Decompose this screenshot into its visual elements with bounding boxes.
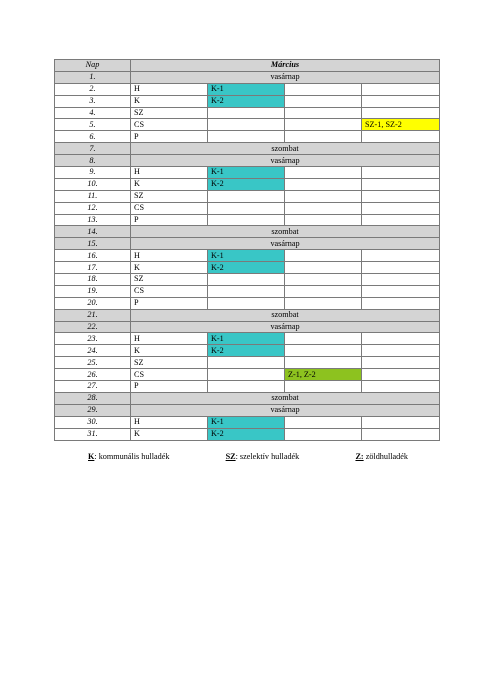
month-header: Március [131,60,440,72]
table-row [55,83,440,95]
weekday-cell: H [131,83,208,95]
kommunalis-cell [208,131,285,143]
szelektiv-cell [362,369,440,381]
kommunalis-cell [208,190,285,202]
zold-cell [285,95,362,107]
weekday-cell: H [131,250,208,262]
zold-cell [285,297,362,309]
day-number-cell: 5. [55,119,131,131]
kommunalis-cell [208,297,285,309]
kommunalis-cell: K-2 [208,428,285,440]
legend-text: zöldhulladék [363,452,408,461]
table-row [55,333,440,345]
legend-key: K [88,452,95,461]
day-number-cell: 16. [55,250,131,262]
day-number-cell: 10. [55,178,131,190]
weekday-cell: CS [131,285,208,297]
table-row [55,250,440,262]
table-row [55,345,440,357]
kommunalis-cell: K-1 [208,250,285,262]
zold-cell [285,119,362,131]
day-number-cell: 9. [55,167,131,179]
zold-cell [285,178,362,190]
day-number-cell: 13. [55,214,131,226]
szelektiv-cell: SZ-1, SZ-2 [362,119,440,131]
szelektiv-cell [362,381,440,393]
weekday-cell: CS [131,119,208,131]
szelektiv-cell [362,202,440,214]
table-row [55,143,440,155]
table-header-row [55,60,440,72]
day-number-cell: 21. [55,309,131,321]
zold-cell [285,262,362,274]
weekday-cell: CS [131,202,208,214]
weekend-label-cell: szombat [131,309,440,321]
day-number-cell: 11. [55,190,131,202]
szelektiv-cell [362,83,440,95]
table-row [55,107,440,119]
weekday-cell: SZ [131,190,208,202]
day-number-cell: 30. [55,416,131,428]
day-number-cell: 17. [55,262,131,274]
weekday-cell: P [131,381,208,393]
szelektiv-cell [362,428,440,440]
zold-cell [285,107,362,119]
day-number-cell: 2. [55,83,131,95]
table-row [55,119,440,131]
weekend-label-cell: vasárnap [131,321,440,333]
legend-item [88,452,169,461]
szelektiv-cell [362,297,440,309]
day-number-cell: 6. [55,131,131,143]
weekend-label-cell: vasárnap [131,404,440,416]
kommunalis-cell [208,119,285,131]
table-row [55,392,440,404]
table-row [55,190,440,202]
zold-cell [285,250,362,262]
zold-cell [285,285,362,297]
zold-cell [285,190,362,202]
day-number-cell: 24. [55,345,131,357]
legend [88,452,408,461]
table-row [55,285,440,297]
zold-cell [285,345,362,357]
szelektiv-cell [362,107,440,119]
weekend-label-cell: vasárnap [131,238,440,250]
kommunalis-cell [208,107,285,119]
zold-cell: Z-1, Z-2 [285,369,362,381]
kommunalis-cell: K-1 [208,167,285,179]
table-row [55,381,440,393]
table-row [55,369,440,381]
table-row [55,71,440,83]
szelektiv-cell [362,262,440,274]
weekday-cell: K [131,178,208,190]
table-row [55,131,440,143]
szelektiv-cell [362,274,440,286]
table-row [55,202,440,214]
zold-cell [285,202,362,214]
day-number-cell: 4. [55,107,131,119]
szelektiv-cell [362,333,440,345]
table-row [55,214,440,226]
day-number-cell: 29. [55,404,131,416]
weekday-cell: CS [131,369,208,381]
szelektiv-cell [362,95,440,107]
weekday-cell: H [131,416,208,428]
zold-cell [285,131,362,143]
szelektiv-cell [362,178,440,190]
kommunalis-cell: K-2 [208,95,285,107]
szelektiv-cell [362,416,440,428]
weekend-label-cell: szombat [131,226,440,238]
zold-cell [285,428,362,440]
legend-key: SZ [225,452,236,461]
zold-cell [285,214,362,226]
table-row [55,357,440,369]
weekday-cell: P [131,131,208,143]
weekend-label-cell: szombat [131,392,440,404]
kommunalis-cell [208,214,285,226]
table-row [55,167,440,179]
table-row [55,226,440,238]
weekday-cell: K [131,95,208,107]
day-number-cell: 31. [55,428,131,440]
collection-schedule-table [54,59,440,441]
table-row [55,274,440,286]
szelektiv-cell [362,357,440,369]
day-number-cell: 7. [55,143,131,155]
kommunalis-cell: K-2 [208,345,285,357]
day-number-cell: 28. [55,392,131,404]
szelektiv-cell [362,214,440,226]
kommunalis-cell: K-2 [208,262,285,274]
day-number-cell: 20. [55,297,131,309]
day-number-cell: 3. [55,95,131,107]
legend-text: : szelektív hulladék [235,452,300,461]
kommunalis-cell: K-1 [208,333,285,345]
weekday-cell: SZ [131,107,208,119]
day-number-cell: 22. [55,321,131,333]
legend-item [226,452,300,461]
day-number-cell: 14. [55,226,131,238]
day-number-cell: 27. [55,381,131,393]
day-number-cell: 12. [55,202,131,214]
day-number-cell: 26. [55,369,131,381]
zold-cell [285,167,362,179]
szelektiv-cell [362,345,440,357]
kommunalis-cell: K-1 [208,83,285,95]
weekday-cell: H [131,167,208,179]
szelektiv-cell [362,131,440,143]
kommunalis-cell [208,202,285,214]
zold-cell [285,274,362,286]
weekend-label-cell: vasárnap [131,155,440,167]
zold-cell [285,333,362,345]
weekend-label-cell: vasárnap [131,71,440,83]
day-number-cell: 15. [55,238,131,250]
table-row [55,178,440,190]
szelektiv-cell [362,250,440,262]
table-row [55,321,440,333]
weekday-cell: P [131,297,208,309]
weekday-cell: SZ [131,357,208,369]
day-number-cell: 18. [55,274,131,286]
day-column-header: Nap [55,60,131,72]
table-row [55,297,440,309]
day-number-cell: 25. [55,357,131,369]
legend-key: Z: [355,452,364,461]
szelektiv-cell [362,285,440,297]
zold-cell [285,83,362,95]
table-row [55,404,440,416]
szelektiv-cell [362,167,440,179]
table-row [55,416,440,428]
kommunalis-cell [208,285,285,297]
day-number-cell: 1. [55,71,131,83]
zold-cell [285,357,362,369]
table-row [55,262,440,274]
table-row [55,238,440,250]
table-row [55,155,440,167]
zold-cell [285,416,362,428]
kommunalis-cell [208,369,285,381]
weekend-label-cell: szombat [131,143,440,155]
kommunalis-cell [208,357,285,369]
weekday-cell: K [131,428,208,440]
day-number-cell: 19. [55,285,131,297]
legend-text: : kommunális hulladék [94,452,170,461]
kommunalis-cell [208,274,285,286]
day-number-cell: 23. [55,333,131,345]
weekday-cell: H [131,333,208,345]
kommunalis-cell [208,381,285,393]
weekday-cell: K [131,262,208,274]
zold-cell [285,381,362,393]
weekday-cell: SZ [131,274,208,286]
table-row [55,428,440,440]
szelektiv-cell [362,190,440,202]
legend-item [355,452,408,461]
table-row [55,95,440,107]
kommunalis-cell: K-1 [208,416,285,428]
kommunalis-cell: K-2 [208,178,285,190]
table-row [55,309,440,321]
weekday-cell: P [131,214,208,226]
day-number-cell: 8. [55,155,131,167]
weekday-cell: K [131,345,208,357]
schedule-body [55,71,440,440]
